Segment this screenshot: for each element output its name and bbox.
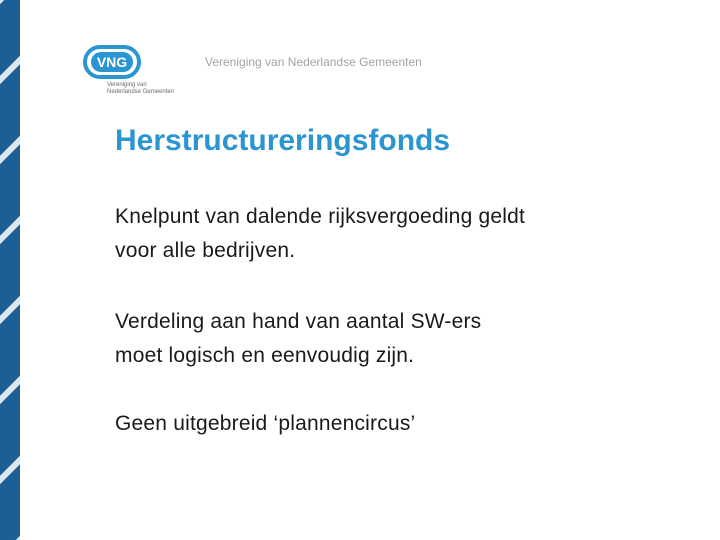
paragraph-1-line-1: Knelpunt van dalende rijksvergoeding geldt bbox=[115, 205, 526, 228]
side-decoration-stripe bbox=[0, 0, 20, 540]
paragraph-3-line-1: Geen uitgebreid ‘plannencircus’ bbox=[115, 412, 416, 435]
paragraph-2-line-2: moet logisch en eenvoudig zijn. bbox=[115, 344, 415, 367]
paragraph-2-line-1: Verdeling aan hand van aantal SW-ers bbox=[115, 310, 482, 333]
stripe-pattern bbox=[0, 0, 20, 540]
paragraph-2 bbox=[115, 305, 675, 373]
vng-logo-mark bbox=[82, 44, 182, 84]
paragraph-1-line-2: voor alle bedrijven. bbox=[115, 239, 296, 262]
logo-text: VNG bbox=[96, 54, 128, 70]
paragraph-3 bbox=[115, 407, 675, 441]
logo-subtitle-line-2: Nederlandse Gemeenten bbox=[107, 89, 175, 95]
logo-subtitle bbox=[107, 82, 187, 96]
header-organization-name: Vereniging van Nederlandse Gemeenten bbox=[205, 55, 422, 69]
logo-subtitle-line-1: Vereniging van bbox=[107, 82, 147, 88]
slide-title: Herstructureringsfonds bbox=[115, 124, 451, 157]
paragraph-1 bbox=[115, 200, 675, 268]
